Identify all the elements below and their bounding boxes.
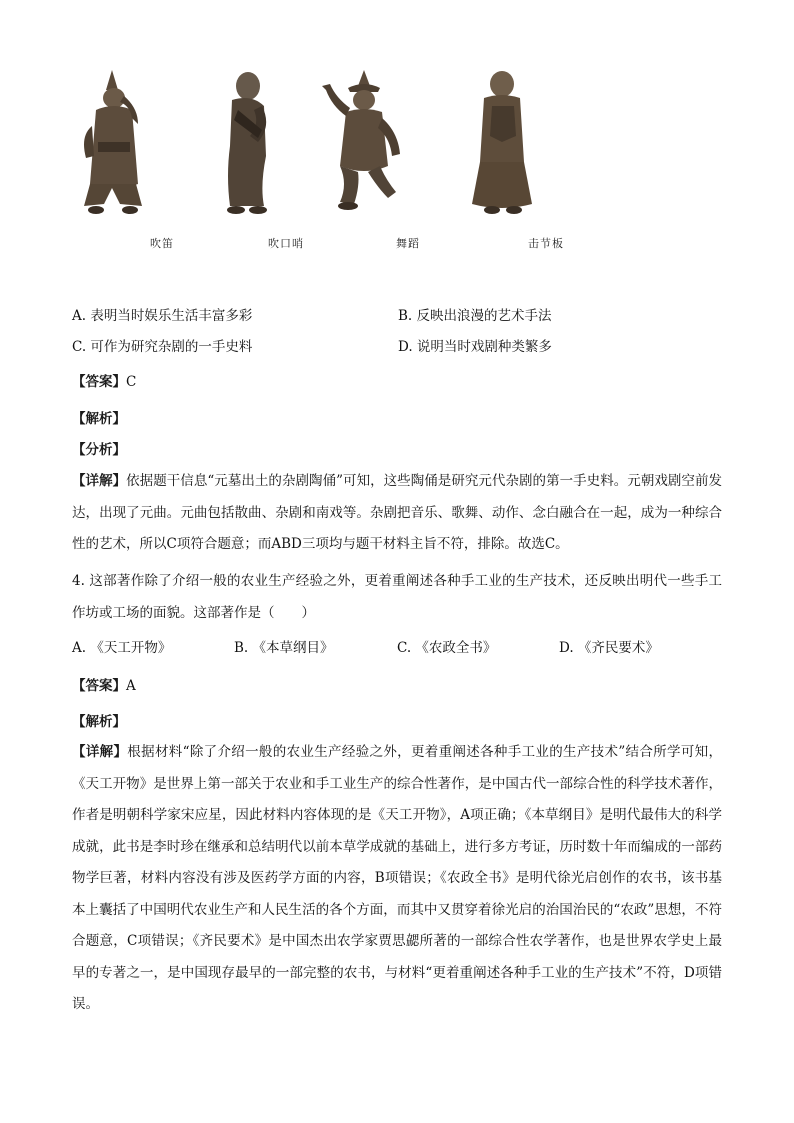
q4-analysis-heading: 【解析】 bbox=[72, 714, 126, 730]
q3-option-c: C. 可作为研究杂剧的一手史料 bbox=[72, 339, 253, 355]
detail-tag: 【详解】 bbox=[72, 473, 127, 489]
detail-tag: 【详解】 bbox=[72, 744, 128, 760]
answer-value: A bbox=[126, 678, 136, 694]
q4-option-b: B. 《本草纲目》 bbox=[234, 640, 334, 656]
caption-whistle: 吹口哨 bbox=[268, 237, 304, 250]
caption-dance: 舞蹈 bbox=[396, 237, 420, 250]
q3-fenxi-heading: 【分析】 bbox=[72, 442, 126, 458]
q3-answer bbox=[72, 372, 136, 392]
caption-clapper: 击节板 bbox=[528, 237, 564, 250]
figurine-clapper-image bbox=[458, 66, 548, 221]
q3-analysis-heading: 【解析】 bbox=[72, 411, 126, 427]
q4-option-a: A. 《天工开物》 bbox=[72, 640, 172, 656]
figurine-row bbox=[66, 66, 606, 226]
answer-tag: 【答案】 bbox=[72, 678, 126, 694]
answer-tag: 【答案】 bbox=[72, 374, 126, 390]
q4-option-c: C. 《农政全书》 bbox=[397, 640, 497, 656]
q4-answer bbox=[72, 676, 136, 696]
q4-stem: 4. 这部著作除了介绍一般的农业生产经验之外，更着重阐述各种手工业的生产技术，还反映出明代一些手工作坊或工场的面貌。这部著作是（ ） bbox=[72, 573, 722, 621]
answer-value: C bbox=[126, 374, 137, 390]
figurine-flute-image bbox=[72, 66, 162, 221]
caption-flute: 吹笛 bbox=[150, 237, 174, 250]
detail-text: 依据题干信息“元墓出土的杂剧陶俑”可知，这些陶俑是研究元代杂剧的第一手史料。元朝戏剧空前发达，出现了元曲。元曲包括散曲、杂剧和南戏等。杂剧把音乐、歌舞、动作、念白融合在一起，成为一种综合性的艺术，所以C项符合题意；而ABD三项均与题干材料主旨不符，排除。故选C。 bbox=[72, 473, 722, 552]
q3-option-d: D. 说明当时戏剧种类繁多 bbox=[398, 339, 552, 355]
detail-text: 根据材料“除了介绍一般的农业生产经验之外，更着重阐述各种手工业的生产技术”结合所学可知，《天工开物》是世界上第一部关于农业和手工业生产的综合性著作，是中国古代一部综合性的科学技术著作，作者是明朝科学家宋应星，因此材料内容体现的是《天工开物》，A项正确；《本草纲目》是明代最伟大的科学成就，此书是李时珍在继承和总结明代以前本草学成就的基础上，进行多方考证，历时数十年而编成的一部药物学巨著，材料内容没有涉及医药学方面的内容，B项错误；《农政全书》是明代徐光启创作的农书，该书基本上囊括了中国明代农业生产和人民生活的各个方面，而其中又贯穿着徐光启的治国治民的“农政”思想，不符合题意，C项错误；《齐民要术》是中国杰出农学家贾思勰所著的一部综合性农学著作，也是世界农学史上最早的专著之一，是中国现存最早的一部完整的农书，与材料“更着重阐述各种手工业的生产技术”不符，D项错误。 bbox=[72, 744, 722, 1012]
q4-option-d: D. 《齐民要术》 bbox=[559, 640, 659, 656]
q3-option-b: B. 反映出浪漫的艺术手法 bbox=[398, 308, 552, 324]
q3-detail-paragraph bbox=[72, 466, 722, 561]
q3-option-a: A. 表明当时娱乐生活丰富多彩 bbox=[72, 308, 253, 324]
figurine-whistle-image bbox=[202, 66, 292, 221]
figurine-dance-image bbox=[318, 66, 408, 221]
q4-detail-paragraph bbox=[72, 737, 722, 1021]
